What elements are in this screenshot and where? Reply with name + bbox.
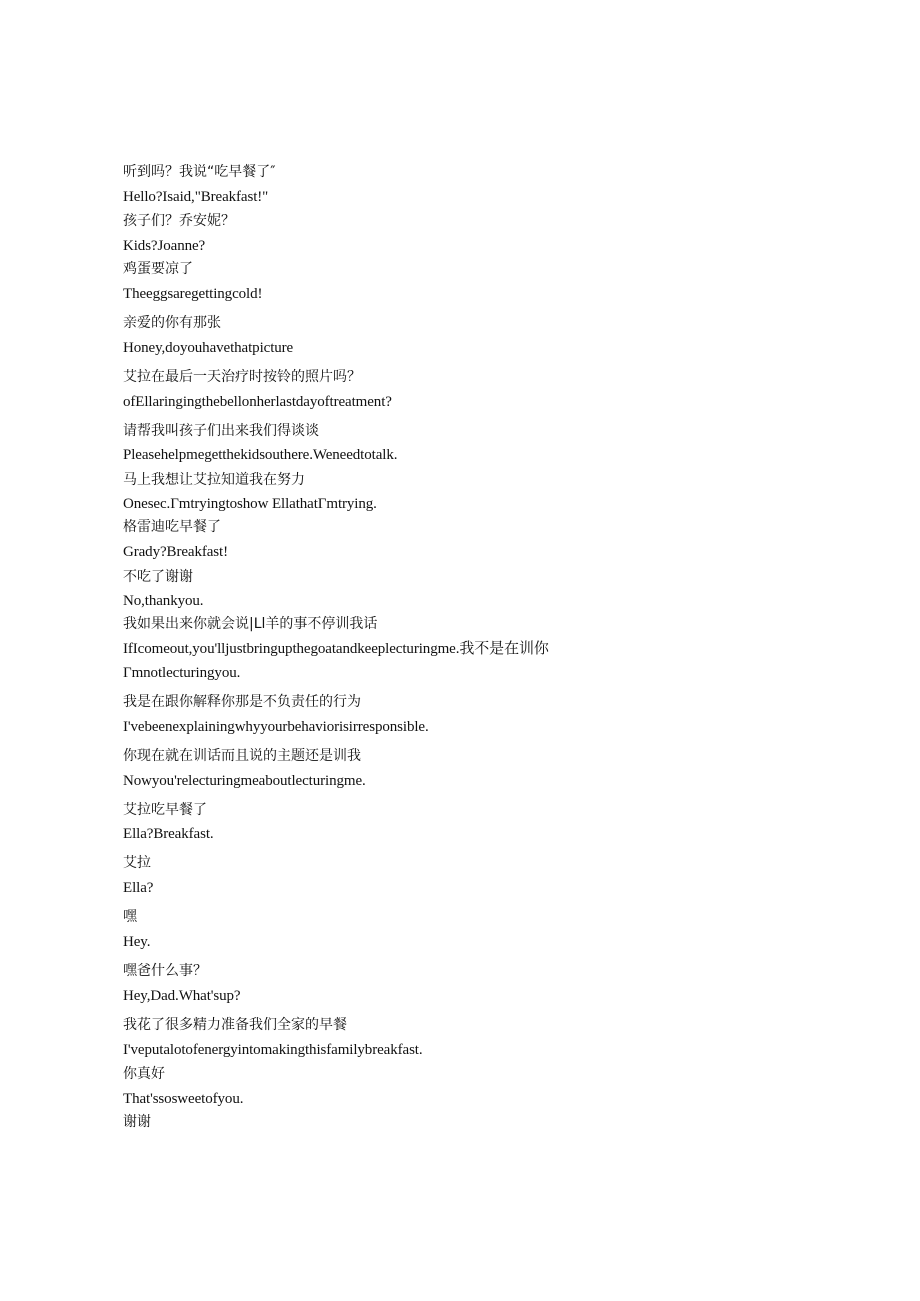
transcript-line-en: That'ssosweetofyou. [123,1091,244,1107]
transcript-line-en: I'vebeenexplainingwhyyourbehaviorisirresponsible. [123,719,429,735]
transcript-line-en: Nowyou'relecturingmeaboutlecturingme. [123,773,366,789]
transcript-line-zh: 你现在就在训话而且说的主题还是训我 [123,748,361,764]
transcript-line-en: Onesec.Γmtryingtoshow EllathatΓmtrying. [123,496,377,512]
transcript-line-en: Γmnotlecturingyou. [123,665,241,681]
transcript-line-zh: 不吃了谢谢 [123,569,193,585]
transcript-line-zh: 我花了很多精力准备我们全家的早餐 [123,1017,347,1033]
transcript-line-zh: 亲爱的你有那张 [123,315,221,331]
transcript-line-zh: 嘿爸什么事？ [123,963,207,979]
transcript-line-en: Ella?Breakfast. [123,826,214,842]
transcript-line-en: Ella? [123,880,154,896]
transcript-line-zh: 嘿 [123,909,137,925]
transcript-line-zh: 艾拉在最后一天治疗时按铃的照片吗？ [123,369,361,385]
transcript-line-zh: 格雷迪吃早餐了 [123,519,221,535]
transcript-line-en: Hey,Dad.What'sup? [123,988,241,1004]
transcript-line-zh: 艾拉吃早餐了 [123,802,207,818]
transcript-line-en: Honey,doyouhavethatpicture [123,340,294,356]
transcript-line-zh: 马上我想让艾拉知道我在努力 [123,472,305,488]
transcript-line-zh: 孩子们？乔安妮？ [123,213,235,229]
transcript-line-zh: 谢谢 [123,1114,151,1130]
transcript-line-en: Hello?Isaid,"Breakfast!" [123,189,269,205]
transcript-line-en: Theeggsaregettingcold! [123,286,263,302]
transcript-line-en: IfIcomeout,you'lljustbringupthegoatandkeeplecturingme.我不是在训你 [123,641,549,657]
transcript-line-zh: 请帮我叫孩子们出来我们得谈谈 [123,423,319,439]
transcript-line-en: I'veputalotofenergyintomakingthisfamilybreakfast. [123,1042,423,1058]
transcript-line-zh: 我如果出来你就会说|Ll羊的事不停训我话 [123,616,378,632]
transcript-line-en: Hey. [123,934,151,950]
transcript-line-zh: 艾拉 [123,855,151,871]
transcript-line-en: Kids?Joanne? [123,238,206,254]
transcript-line-zh: 我是在跟你解释你那是不负责任的行为 [123,694,361,710]
transcript-line-zh: 鸡蛋要凉了 [123,261,193,277]
transcript-line-zh: 你真好 [123,1066,165,1082]
transcript-line-en: Pleasehelpmegetthekidsouthere.Weneedtotalk. [123,447,398,463]
transcript-line-en: Grady?Breakfast! [123,544,229,560]
transcript-line-zh: 听到吗？我说“吃早餐了″ [123,164,276,180]
transcript-line-en: No,thankyou. [123,593,204,609]
transcript-line-en: ofEllaringingthebellonherlastdayoftreatment? [123,394,392,410]
